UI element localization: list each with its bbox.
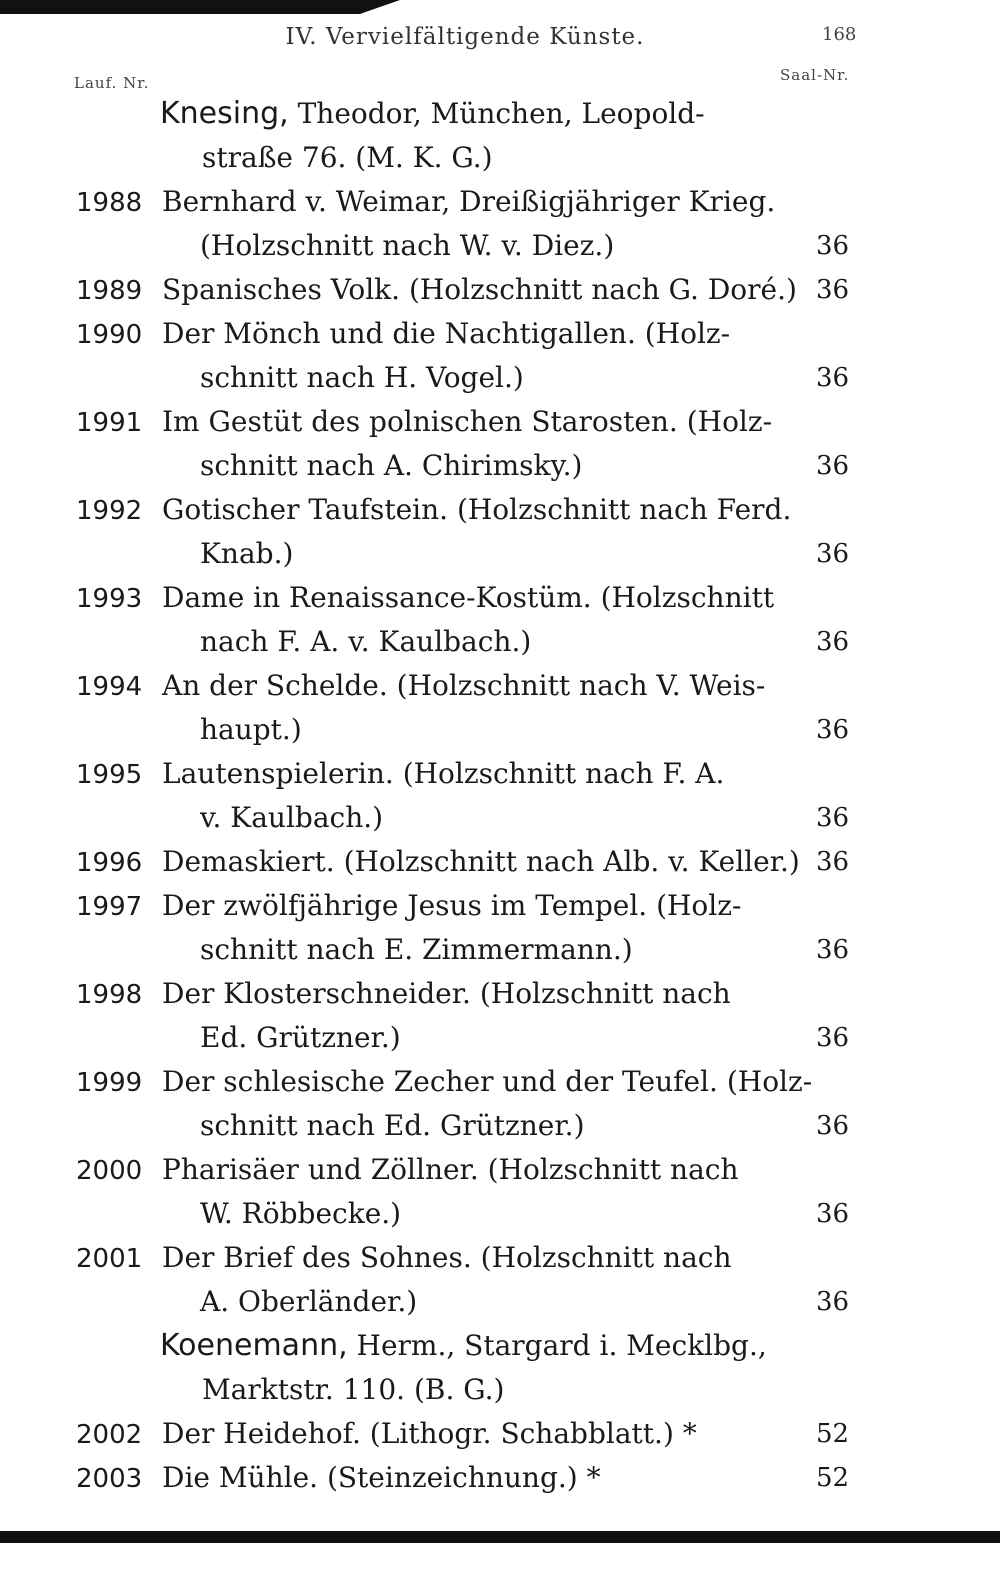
entry-number: 1988 bbox=[76, 188, 143, 218]
artist-heading bbox=[160, 92, 876, 136]
entry-description: schnitt nach A. Chirimsky.) bbox=[200, 449, 583, 482]
entry-number: 2001 bbox=[76, 1244, 143, 1274]
entry-description: v. Kaulbach.) bbox=[200, 801, 384, 834]
entry-number: 1992 bbox=[76, 496, 143, 526]
saal-number: 36 bbox=[816, 935, 850, 965]
entry-number: 1996 bbox=[76, 848, 143, 878]
entry-title: Lautenspielerin. (Holzschnitt nach F. A. bbox=[162, 757, 725, 790]
entry-number: 2002 bbox=[76, 1420, 143, 1450]
catalog-entry bbox=[76, 884, 876, 928]
entry-description: nach F. A. v. Kaulbach.) bbox=[200, 625, 532, 658]
catalog-entry bbox=[76, 1236, 876, 1280]
catalog-entry bbox=[76, 576, 876, 620]
entry-continuation bbox=[76, 928, 876, 972]
entry-number: 1990 bbox=[76, 320, 143, 350]
entry-title: Der schlesische Zecher und der Teufel. (Holz- bbox=[162, 1065, 813, 1098]
saal-number: 36 bbox=[816, 363, 850, 393]
catalog-entry bbox=[76, 268, 876, 312]
entry-title: An der Schelde. (Holzschnitt nach V. Weis- bbox=[162, 669, 766, 702]
entry-number: 1997 bbox=[76, 892, 143, 922]
entry-continuation bbox=[76, 532, 876, 576]
artist-details: Herm., Stargard i. Mecklbg., bbox=[356, 1329, 767, 1362]
entry-title: Spanisches Volk. (Holzschnitt nach G. Doré.) bbox=[162, 273, 797, 306]
entry-number: 1993 bbox=[76, 584, 143, 614]
entry-number: 1998 bbox=[76, 980, 143, 1010]
catalog-entry bbox=[76, 664, 876, 708]
saal-number: 36 bbox=[816, 231, 850, 261]
artist-name: Koenemann, bbox=[160, 1328, 348, 1363]
entry-continuation bbox=[76, 444, 876, 488]
entry-description: schnitt nach Ed. Grützner.) bbox=[200, 1109, 585, 1142]
entry-number: 1989 bbox=[76, 276, 143, 306]
saal-number: 36 bbox=[816, 847, 850, 877]
scan-edge-bottom bbox=[0, 1531, 1000, 1543]
entry-number: 2003 bbox=[76, 1464, 143, 1494]
entry-number: 1994 bbox=[76, 672, 143, 702]
saal-number: 36 bbox=[816, 627, 850, 657]
entry-title: Der zwölfjährige Jesus im Tempel. (Holz- bbox=[162, 889, 742, 922]
entry-title: Pharisäer und Zöllner. (Holzschnitt nach bbox=[162, 1153, 739, 1186]
catalog-entry bbox=[76, 1148, 876, 1192]
saal-number: 36 bbox=[816, 1023, 850, 1053]
entry-number: 1995 bbox=[76, 760, 143, 790]
entry-description: A. Oberländer.) bbox=[200, 1285, 418, 1318]
entry-title: Dame in Renaissance-Kostüm. (Holzschnitt bbox=[162, 581, 775, 614]
entry-number: 1999 bbox=[76, 1068, 143, 1098]
entry-description: schnitt nach E. Zimmermann.) bbox=[200, 933, 633, 966]
catalog-listing bbox=[76, 92, 876, 1500]
entry-continuation bbox=[76, 620, 876, 664]
catalog-entry bbox=[76, 180, 876, 224]
artist-heading bbox=[160, 1324, 876, 1368]
entry-continuation bbox=[76, 1104, 876, 1148]
entry-title: Bernhard v. Weimar, Dreißigjähriger Krieg. bbox=[162, 185, 776, 218]
column-header-lauf-nr: Lauf. Nr. bbox=[74, 74, 150, 92]
entry-title: Der Heidehof. (Lithogr. Schabblatt.) * bbox=[162, 1417, 697, 1450]
entry-number: 2000 bbox=[76, 1156, 143, 1186]
artist-address: Marktstr. 110. (B. G.) bbox=[202, 1373, 505, 1406]
entry-description: W. Röbbecke.) bbox=[200, 1197, 402, 1230]
catalog-entry bbox=[76, 400, 876, 444]
saal-number: 36 bbox=[816, 1111, 850, 1141]
saal-number: 36 bbox=[816, 803, 850, 833]
entry-description: Ed. Grützner.) bbox=[200, 1021, 401, 1054]
scan-edge-top bbox=[0, 0, 360, 14]
page-number: 168 bbox=[822, 24, 857, 45]
entry-continuation bbox=[76, 796, 876, 840]
artist-details: Theodor, München, Leopold- bbox=[297, 97, 705, 130]
column-header-saal-nr: Saal-Nr. bbox=[780, 66, 850, 84]
artist-address: straße 76. (M. K. G.) bbox=[202, 141, 493, 174]
entry-description: (Holzschnitt nach W. v. Diez.) bbox=[200, 229, 615, 262]
entry-title: Der Mönch und die Nachtigallen. (Holz- bbox=[162, 317, 731, 350]
running-title: IV. Vervielfältigende Künste. bbox=[285, 24, 645, 50]
entry-continuation bbox=[76, 708, 876, 752]
saal-number: 36 bbox=[816, 715, 850, 745]
entry-continuation bbox=[76, 1192, 876, 1236]
entry-continuation bbox=[76, 1016, 876, 1060]
catalog-entry bbox=[76, 488, 876, 532]
saal-number: 36 bbox=[816, 1199, 850, 1229]
catalog-entry bbox=[76, 840, 876, 884]
entry-continuation bbox=[76, 1280, 876, 1324]
entry-title: Gotischer Taufstein. (Holzschnitt nach Ferd. bbox=[162, 493, 792, 526]
entry-continuation bbox=[76, 224, 876, 268]
catalog-entry bbox=[76, 1412, 876, 1456]
entry-title: Der Klosterschneider. (Holzschnitt nach bbox=[162, 977, 731, 1010]
entry-title: Die Mühle. (Steinzeichnung.) * bbox=[162, 1461, 601, 1494]
entry-title: Der Brief des Sohnes. (Holzschnitt nach bbox=[162, 1241, 732, 1274]
saal-number: 52 bbox=[816, 1463, 850, 1493]
catalog-entry bbox=[76, 752, 876, 796]
artist-name: Knesing, bbox=[160, 96, 289, 131]
entry-title: Demaskiert. (Holzschnitt nach Alb. v. Keller.) bbox=[162, 845, 800, 878]
catalog-entry bbox=[76, 972, 876, 1016]
entry-description: Knab.) bbox=[200, 537, 294, 570]
saal-number: 36 bbox=[816, 1287, 850, 1317]
saal-number: 36 bbox=[816, 275, 850, 305]
entry-continuation bbox=[76, 356, 876, 400]
entry-title: Im Gestüt des polnischen Starosten. (Holz- bbox=[162, 405, 773, 438]
saal-number: 36 bbox=[816, 451, 850, 481]
saal-number: 36 bbox=[816, 539, 850, 569]
entry-description: haupt.) bbox=[200, 713, 302, 746]
catalog-entry bbox=[76, 312, 876, 356]
catalog-entry bbox=[76, 1456, 876, 1500]
entry-description: schnitt nach H. Vogel.) bbox=[200, 361, 524, 394]
catalog-entry bbox=[76, 1060, 876, 1104]
entry-number: 1991 bbox=[76, 408, 143, 438]
saal-number: 52 bbox=[816, 1419, 850, 1449]
